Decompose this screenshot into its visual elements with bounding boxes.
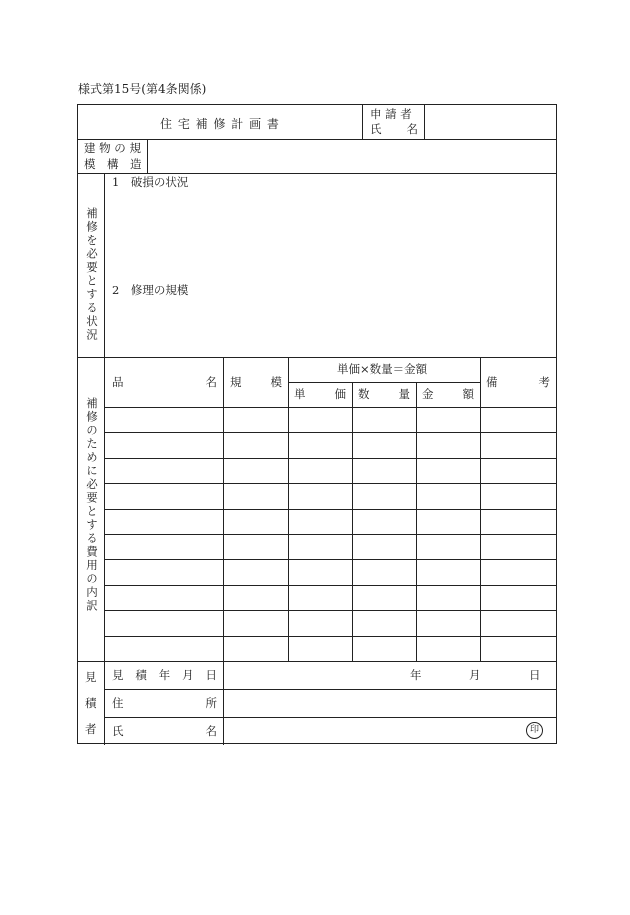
applicant-name-label: 氏 名 (370, 122, 418, 136)
cost-cell-remarks[interactable] (483, 463, 553, 478)
cost-cell-remarks[interactable] (483, 564, 553, 579)
cost-cell-quantity[interactable] (355, 488, 413, 503)
date-month-unit: 月 (469, 668, 481, 682)
applicant-name-field[interactable] (430, 115, 550, 131)
cost-cell-quantity[interactable] (355, 514, 413, 529)
cost-cell-scale[interactable] (226, 641, 285, 656)
cost-cell-unit-price[interactable] (291, 514, 349, 529)
cost-cell-item-name[interactable] (107, 437, 220, 452)
cost-cell-scale[interactable] (226, 615, 285, 630)
cost-cell-item-name[interactable] (107, 539, 220, 554)
damage-status-heading: 1 破損の状況 (112, 175, 189, 189)
seal-mark: 印 (526, 722, 543, 739)
form-title: 住 宅 補 修 計 画 書 (160, 117, 280, 131)
cost-cell-unit-price[interactable] (291, 463, 349, 478)
cost-cell-quantity[interactable] (355, 412, 413, 427)
cost-cell-amount[interactable] (419, 463, 477, 478)
col-formula-header: 単価×数量＝金額 (337, 362, 428, 376)
cost-cell-quantity[interactable] (355, 564, 413, 579)
cost-cell-unit-price[interactable] (291, 615, 349, 630)
estimator-label-3: 者 (85, 722, 97, 736)
date-year-unit: 年 (410, 668, 422, 682)
cost-cell-quantity[interactable] (355, 641, 413, 656)
cost-cell-quantity[interactable] (355, 437, 413, 452)
applicant-label: 申 請 者 (370, 107, 412, 121)
cost-cell-remarks[interactable] (483, 514, 553, 529)
cost-cell-scale[interactable] (226, 539, 285, 554)
cost-cell-amount[interactable] (419, 539, 477, 554)
cost-cell-remarks[interactable] (483, 641, 553, 656)
cost-cell-quantity[interactable] (355, 463, 413, 478)
cost-cell-remarks[interactable] (483, 615, 553, 630)
cost-cell-amount[interactable] (419, 514, 477, 529)
cost-cell-amount[interactable] (419, 437, 477, 452)
cost-cell-remarks[interactable] (483, 590, 553, 605)
col-item-name: 品 名 (112, 375, 217, 389)
cost-cell-item-name[interactable] (107, 514, 220, 529)
housing-repair-plan-form (77, 104, 557, 744)
cost-cell-quantity[interactable] (355, 590, 413, 605)
col-scale: 規 模 (230, 375, 282, 389)
cost-cell-unit-price[interactable] (291, 539, 349, 554)
estimator-address-label: 住 所 (112, 696, 217, 710)
cost-cell-item-name[interactable] (107, 412, 220, 427)
col-amount: 金 額 (422, 387, 474, 401)
estimator-label-1: 見 (85, 670, 97, 684)
cost-cell-unit-price[interactable] (291, 412, 349, 427)
cost-cell-unit-price[interactable] (291, 488, 349, 503)
building-scale-label: 建 物 の 規 (84, 141, 141, 155)
date-day-unit: 日 (529, 668, 541, 682)
cost-cell-unit-price[interactable] (291, 564, 349, 579)
repair-scale-heading: 2 修理の規模 (112, 283, 189, 297)
col-remarks: 備 考 (486, 375, 550, 389)
cost-cell-scale[interactable] (226, 412, 285, 427)
estimator-name-label: 氏 名 (112, 724, 217, 738)
cost-cell-item-name[interactable] (107, 488, 220, 503)
col-quantity: 数 量 (358, 387, 410, 401)
cost-cell-amount[interactable] (419, 564, 477, 579)
cost-cell-item-name[interactable] (107, 615, 220, 630)
building-structure-label: 模 構 造 (84, 157, 142, 171)
cost-cell-item-name[interactable] (107, 564, 220, 579)
cost-cell-quantity[interactable] (355, 615, 413, 630)
cost-cell-quantity[interactable] (355, 539, 413, 554)
cost-cell-remarks[interactable] (483, 412, 553, 427)
cost-cell-scale[interactable] (226, 590, 285, 605)
cost-cell-unit-price[interactable] (291, 590, 349, 605)
cost-breakdown-label: 補修のために必要とする費用の内訳 (85, 397, 99, 613)
cost-cell-amount[interactable] (419, 412, 477, 427)
cost-cell-amount[interactable] (419, 590, 477, 605)
cost-cell-scale[interactable] (226, 463, 285, 478)
cost-cell-remarks[interactable] (483, 539, 553, 554)
cost-cell-unit-price[interactable] (291, 641, 349, 656)
building-field[interactable] (154, 149, 544, 165)
form-number: 様式第15号(第4条関係) (78, 82, 207, 96)
cost-cell-item-name[interactable] (107, 590, 220, 605)
estimator-label-2: 積 (85, 696, 97, 710)
cost-cell-scale[interactable] (226, 514, 285, 529)
estimate-date-label: 見 積 年 月 日 (112, 668, 217, 682)
cost-cell-item-name[interactable] (107, 641, 220, 656)
cost-cell-scale[interactable] (226, 564, 285, 579)
cost-cell-amount[interactable] (419, 488, 477, 503)
col-unit-price: 単 価 (294, 387, 346, 401)
cost-cell-remarks[interactable] (483, 488, 553, 503)
cost-cell-item-name[interactable] (107, 463, 220, 478)
cost-cell-scale[interactable] (226, 437, 285, 452)
cost-cell-remarks[interactable] (483, 437, 553, 452)
situation-label: 補修を必要とする状況 (85, 207, 99, 342)
cost-cell-scale[interactable] (226, 488, 285, 503)
cost-cell-amount[interactable] (419, 641, 477, 656)
cost-cell-amount[interactable] (419, 615, 477, 630)
cost-cell-unit-price[interactable] (291, 437, 349, 452)
